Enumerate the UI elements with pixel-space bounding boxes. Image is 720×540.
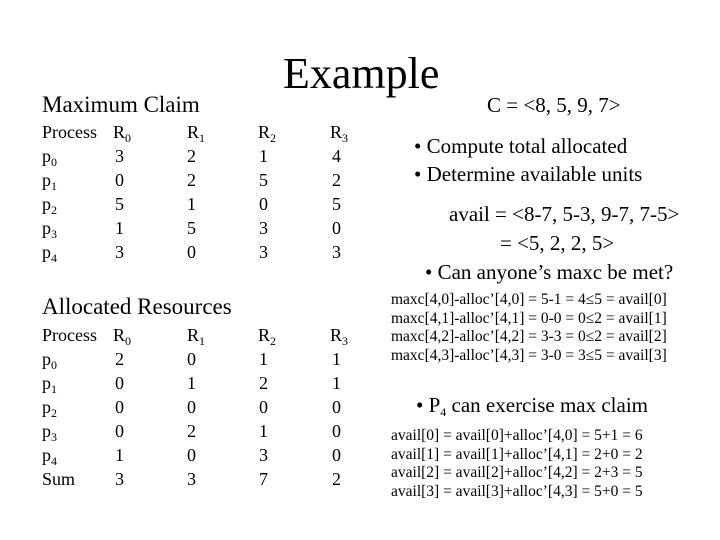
header-r2: $R_2$ (258, 122, 277, 145)
header-r1: $R_1$ (187, 122, 206, 145)
value-cell: 0 (332, 445, 341, 465)
sum-cell: 2 (332, 469, 341, 489)
value-cell: 5 (259, 170, 268, 190)
value-cell: 2 (187, 146, 196, 166)
avail-line: avail[0] = avail[0]+alloc’[4,0] = 5+1 = 6 (391, 427, 643, 444)
value-cell: 3 (259, 445, 268, 465)
value-cell: 0 (187, 349, 196, 369)
value-cell: 2 (259, 373, 268, 393)
value-cell: 5 (115, 194, 124, 214)
claim-vector: C = <8, 5, 9, 7> (487, 93, 621, 117)
value-cell: 4 (332, 146, 341, 166)
value-cell: 0 (115, 170, 124, 190)
header-r3: $R_3$ (330, 325, 349, 348)
sum-cell: 7 (259, 469, 268, 489)
value-cell: 0 (332, 421, 341, 441)
value-cell: 3 (259, 242, 268, 262)
value-cell: 2 (332, 170, 341, 190)
bullet-compute-total: • Compute total allocated (414, 134, 628, 158)
bullet-p4-exercise: • $P_4$ can exercise max claim (416, 393, 649, 419)
value-cell: 2 (187, 170, 196, 190)
slide-title: Example (283, 49, 440, 98)
value-cell: 0 (115, 397, 124, 417)
value-cell: 0 (332, 218, 341, 238)
header-r1: $R_1$ (187, 325, 206, 348)
header-process: Process (42, 122, 97, 142)
value-cell: 0 (259, 194, 268, 214)
process-label: $p_3$ (42, 218, 57, 241)
process-label: $p_0$ (42, 146, 57, 169)
avail-line: avail[2] = avail[2]+alloc’[4,2] = 2+3 = 5 (391, 464, 643, 481)
process-label: $p_3$ (42, 421, 57, 444)
value-cell: 1 (259, 349, 268, 369)
process-label: $p_4$ (42, 242, 57, 265)
avail-result: = <5, 2, 2, 5> (500, 231, 615, 255)
value-cell: 3 (332, 242, 341, 262)
value-cell: 2 (187, 421, 196, 441)
value-cell: 0 (115, 373, 124, 393)
sum-label: Sum (42, 469, 76, 489)
maxc-line: maxc[4,1]-alloc’[4,1] = 0-0 = 0≤2 = avail[1] (391, 309, 667, 327)
value-cell: 1 (332, 373, 341, 393)
value-cell: 2 (115, 349, 124, 369)
avail-expression: avail = <8-7, 5-3, 9-7, 7-5> (449, 202, 680, 226)
process-label: $p_1$ (42, 170, 57, 193)
value-cell: 0 (259, 397, 268, 417)
process-label: $p_2$ (42, 194, 57, 217)
value-cell: 0 (187, 445, 196, 465)
bullet-determine-available: • Determine available units (414, 162, 643, 186)
avail-update-lines (391, 427, 643, 501)
value-cell: 0 (187, 242, 196, 262)
value-cell: 0 (115, 421, 124, 441)
value-cell: 1 (332, 349, 341, 369)
value-cell: 1 (259, 146, 268, 166)
maxc-line: maxc[4,2]-alloc’[4,2] = 3-3 = 0≤2 = avail[2] (391, 328, 667, 345)
header-r2: $R_2$ (258, 325, 277, 348)
header-process: Process (42, 325, 97, 345)
header-r0: $R_0$ (113, 122, 132, 145)
avail-line: avail[3] = avail[3]+alloc’[4,3] = 5+0 = 5 (391, 482, 643, 500)
process-label: $p_1$ (42, 373, 57, 396)
value-cell: 5 (187, 218, 196, 238)
avail-line: avail[1] = avail[1]+alloc’[4,1] = 2+0 = 2 (391, 445, 643, 463)
maxc-line: maxc[4,3]-alloc’[4,3] = 3-0 = 3≤5 = avail[3] (391, 346, 667, 364)
value-cell: 0 (187, 397, 196, 417)
sum-cell: 3 (115, 469, 124, 489)
maxc-line: maxc[4,0]-alloc’[4,0] = 5-1 = 4≤5 = avail[0] (391, 291, 667, 308)
maxc-check-lines (391, 291, 667, 365)
value-cell: 3 (115, 242, 124, 262)
value-cell: 5 (332, 194, 341, 214)
value-cell: 3 (115, 146, 124, 166)
sum-cell: 3 (187, 469, 196, 489)
value-cell: 1 (259, 421, 268, 441)
process-label: $p_0$ (42, 349, 57, 372)
header-r0: $R_0$ (113, 325, 132, 348)
bullet-maxc-question: • Can anyone’s maxc be met? (425, 260, 674, 284)
value-cell: 1 (115, 445, 124, 465)
value-cell: 1 (187, 373, 196, 393)
header-r3: $R_3$ (330, 122, 349, 145)
max-claim-heading: Maximum Claim (42, 92, 200, 117)
value-cell: 3 (259, 218, 268, 238)
value-cell: 1 (187, 194, 196, 214)
value-cell: 0 (332, 397, 341, 417)
allocated-heading: Allocated Resources (42, 294, 232, 319)
process-label: $p_4$ (42, 445, 57, 468)
value-cell: 1 (115, 218, 124, 238)
process-label: $p_2$ (42, 397, 57, 420)
